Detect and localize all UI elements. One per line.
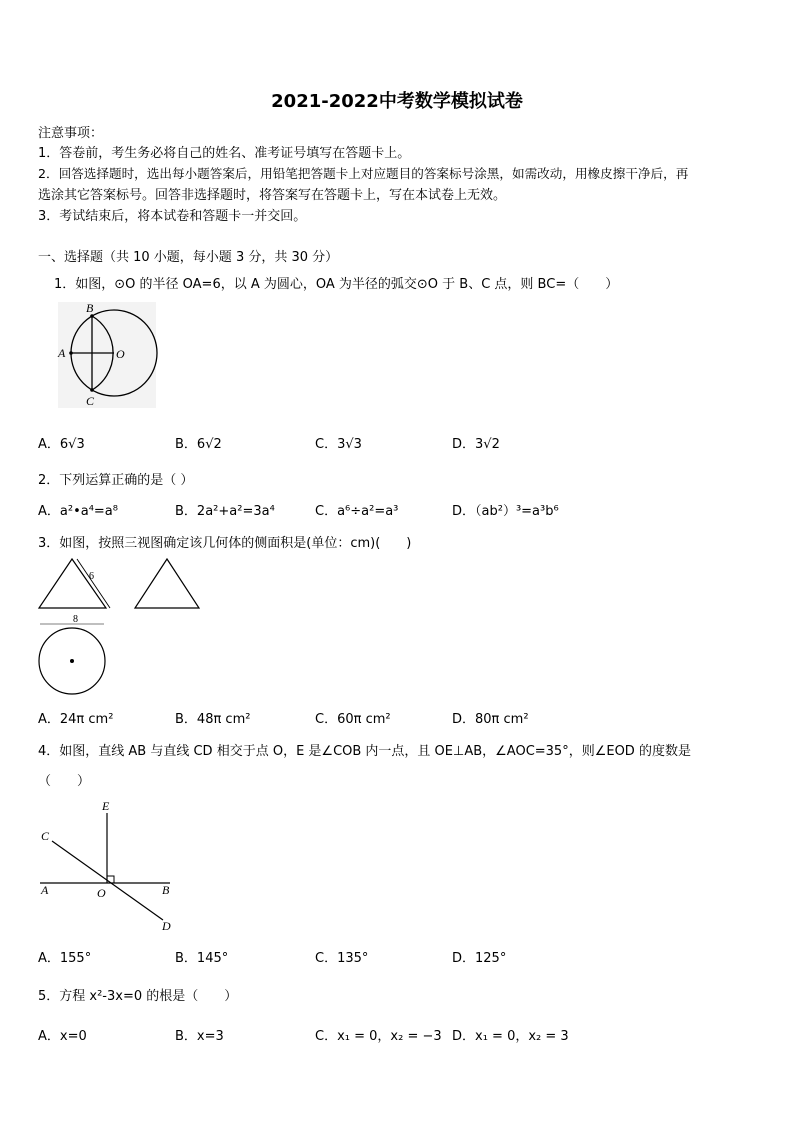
q3-option-d: D．80π cm² xyxy=(452,712,529,727)
q5-option-d: D．x₁ = 0，x₂ = 3 xyxy=(452,1029,569,1044)
q3-option-c: C．60π cm² xyxy=(315,712,391,727)
q4-option-b: B．145° xyxy=(175,951,229,966)
q1-option-c: C．3√3 xyxy=(315,437,362,452)
question-2-stem: 2．下列运算正确的是（ ） xyxy=(38,473,194,488)
label-c: C xyxy=(86,394,95,408)
label-diameter-8: 8 xyxy=(73,614,78,625)
label-e: E xyxy=(102,799,110,813)
label-o: O xyxy=(97,886,106,900)
q1-option-b: B．6√2 xyxy=(175,437,222,452)
side-view-triangle xyxy=(135,559,199,608)
question-4-stem-cont: （ ） xyxy=(38,774,91,789)
q2-option-d: D．（ab²）³=a³b⁶ xyxy=(452,504,559,519)
label-d: D xyxy=(162,919,171,933)
label-c: C xyxy=(41,829,50,843)
question-3-figure xyxy=(30,556,210,698)
point-c xyxy=(90,388,94,392)
q2-option-a: A．a²•a⁴=a⁸ xyxy=(38,504,118,519)
figure-background xyxy=(58,302,156,408)
notice-heading: 注意事项： xyxy=(38,126,104,141)
q5-option-c: C．x₁ = 0，x₂ = −3 xyxy=(315,1029,442,1044)
top-view-center-dot xyxy=(70,659,74,663)
q4-option-c: C．135° xyxy=(315,951,369,966)
q5-option-b: B．x=3 xyxy=(175,1029,224,1044)
q1-option-a: A．6√3 xyxy=(38,437,85,452)
notice-line-3: 选涂其它答案标号。回答非选择题时，将答案写在答题卡上，写在本试卷上无效。 xyxy=(38,188,507,203)
q3-option-a: A．24π cm² xyxy=(38,712,114,727)
notice-line-4: 3．考试结束后，将本试卷和答题卡一并交回。 xyxy=(38,209,307,224)
label-b: B xyxy=(162,883,170,897)
q4-option-a: A．155° xyxy=(38,951,92,966)
slant-dimension-line xyxy=(77,559,110,608)
label-o: O xyxy=(116,347,125,361)
label-slant-6: 6 xyxy=(89,571,94,582)
q2-option-b: B．2a²+a²=3a⁴ xyxy=(175,504,275,519)
label-a: A xyxy=(41,883,49,897)
question-3-stem: 3．如图，按照三视图确定该几何体的侧面积是(单位：cm)( ) xyxy=(38,536,412,551)
q2-option-c: C．a⁶÷a²=a³ xyxy=(315,504,399,519)
front-view-triangle xyxy=(39,559,106,608)
question-1-stem: 1．如图，⊙O 的半径 OA=6，以 A 为圆心，OA 为半径的弧交⊙O 于 B、C 点，则 BC=（ ） xyxy=(54,277,619,292)
point-a xyxy=(69,351,73,355)
q4-option-d: D．125° xyxy=(452,951,507,966)
label-b: B xyxy=(86,301,94,315)
label-a: A xyxy=(58,346,66,360)
notice-line-2: 2．回答选择题时，选出每小题答案后，用铅笔把答题卡上对应题目的答案标号涂黑，如需改动，用橡皮擦干净后，再 xyxy=(38,166,689,181)
question-4-stem: 4．如图，直线 AB 与直线 CD 相交于点 O，E 是∠COB 内一点，且 OE⊥AB，∠AOC=35°，则∠EOD 的度数是 xyxy=(38,744,691,759)
q3-option-b: B．48π cm² xyxy=(175,712,251,727)
question-1-figure xyxy=(52,298,162,410)
question-5-stem: 5．方程 x²-3x=0 的根是（ ） xyxy=(38,989,238,1004)
q5-option-a: A．x=0 xyxy=(38,1029,87,1044)
notice-line-1: 1．答卷前，考生务必将自己的姓名、准考证号填写在答题卡上。 xyxy=(38,146,411,161)
section-heading: 一、选择题（共 10 小题，每小题 3 分，共 30 分） xyxy=(38,250,339,265)
question-4-figure xyxy=(30,798,190,938)
page-title: 2021-2022中考数学模拟试卷 xyxy=(271,91,523,112)
q1-option-d: D．3√2 xyxy=(452,437,500,452)
